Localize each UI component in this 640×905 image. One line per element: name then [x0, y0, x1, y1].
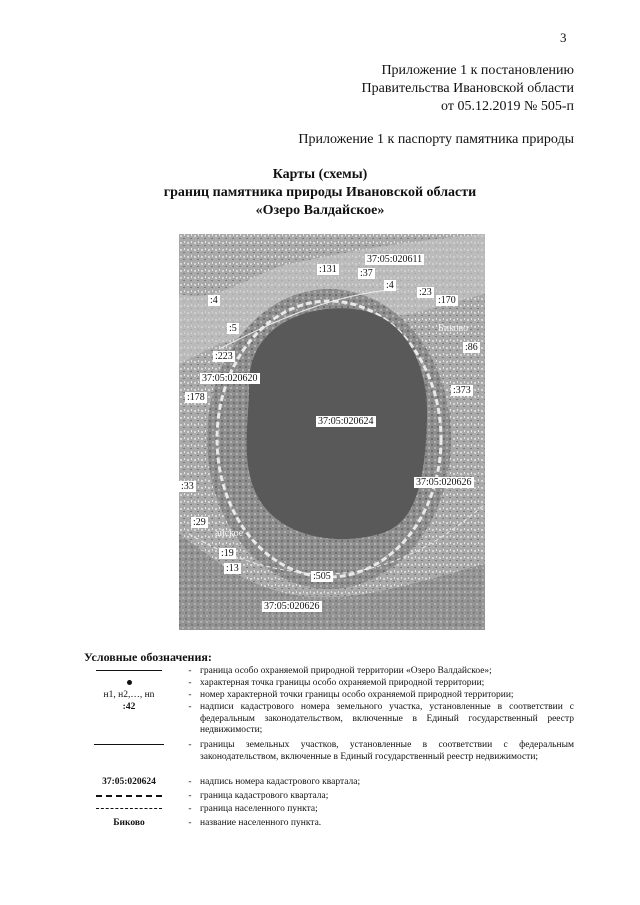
- map-label-parcel-505: :505: [313, 571, 331, 582]
- map-label-quarter-top: 37:05:020611: [367, 254, 423, 265]
- legend-text: характерная точка границы особо охраняемой природной территории;: [200, 678, 485, 688]
- map-label-parcel-19: :19: [221, 548, 234, 559]
- appendix-line-3: от 05.12.2019 № 505-п: [441, 99, 574, 114]
- legend-dash: -: [188, 777, 192, 787]
- map-label-parcel-4-top: :4: [386, 280, 394, 291]
- legend-text: граница особо охраняемой природной территории «Озеро Валдайское»;: [200, 666, 492, 676]
- legend-symbol-point-numbers: н1, н2,…, нn: [103, 690, 155, 700]
- map-label-quarter-bottom: 37:05:020626: [264, 601, 320, 612]
- legend-symbol-settlement-name: Биково: [113, 818, 145, 828]
- legend-title: Условные обозначения:: [84, 650, 212, 664]
- map-label-parcel-223: :223: [215, 351, 233, 362]
- appendix-passport-line: Приложение 1 к паспорту памятника природы: [298, 132, 574, 147]
- appendix-line-2: Правительства Ивановской области: [361, 81, 574, 96]
- legend-dash: -: [188, 666, 192, 676]
- legend-symbol-solid-line: [84, 666, 174, 678]
- map-label-parcel-5: :5: [229, 323, 237, 334]
- map-label-parcel-29: :29: [193, 517, 206, 528]
- legend-dash: -: [188, 702, 192, 712]
- map-label-parcel-4-left: :4: [210, 295, 218, 306]
- map-label-parcel-13: :13: [226, 563, 239, 574]
- legend-text: надписи кадастрового номера земельного участка, установленные в соответствии с федеральным законодательством, включенные в Единый государственный реестр недвижимости;: [200, 702, 574, 735]
- page-number: 3: [560, 30, 567, 45]
- map-label-parcel-33: :33: [181, 481, 194, 492]
- appendix-line-1: Приложение 1 к постановлению: [381, 63, 574, 78]
- map-label-quarter-center: 37:05:020624: [318, 416, 374, 427]
- map-label-parcel-170: :170: [438, 295, 456, 306]
- title-line-3: «Озеро Валдайское»: [255, 203, 385, 218]
- legend-symbol-dot: [84, 678, 174, 690]
- legend-text: граница населенного пункта;: [200, 804, 318, 814]
- legend-symbol-parcel-label: :42: [122, 702, 136, 712]
- map-label-parcel-131: :131: [319, 264, 337, 275]
- legend-dash: -: [188, 818, 192, 828]
- legend-text: надпись номера кадастрового квартала;: [200, 777, 361, 787]
- map-label-parcel-37: :37: [360, 268, 373, 279]
- legend-dash: -: [188, 740, 192, 750]
- map-label-quarter-left: 37:05:020620: [202, 373, 258, 384]
- legend-symbol-dashed-line: [84, 804, 174, 816]
- legend-text: название населенного пункта.: [200, 818, 322, 828]
- map-label-parcel-373: :373: [453, 385, 471, 396]
- map-label-quarter-right: 37:05:020626: [416, 477, 472, 488]
- legend-dash: -: [188, 791, 192, 801]
- legend-symbol-thick-dashed-line: [84, 791, 174, 803]
- legend-text: граница кадастрового квартала;: [200, 791, 329, 801]
- map-label-parcel-86: :86: [465, 342, 478, 353]
- legend-text: номер характерной точки границы особо охраняемой природной территории;: [200, 690, 514, 700]
- legend-dash: -: [188, 678, 192, 688]
- map-label-parcel-23: :23: [419, 287, 432, 298]
- legend-symbol-quarter-label: 37:05:020624: [102, 777, 156, 787]
- title-line-1: Карты (схемы): [272, 167, 368, 182]
- title-line-2: границ памятника природы Ивановской области: [163, 185, 477, 200]
- place-name-valdai: айское: [215, 528, 244, 539]
- legend-dash: -: [188, 804, 192, 814]
- legend-dash: -: [188, 690, 192, 700]
- place-name-bikovo: Биково: [438, 323, 469, 334]
- legend-text: границы земельных участков, установленные в соответствии с федеральным законодательством, включенные в Единый государственный реестр недвижимости;: [200, 740, 574, 762]
- legend-symbol-thin-line: [84, 740, 174, 752]
- boundary-map: [179, 234, 485, 630]
- map-label-parcel-178: :178: [187, 392, 205, 403]
